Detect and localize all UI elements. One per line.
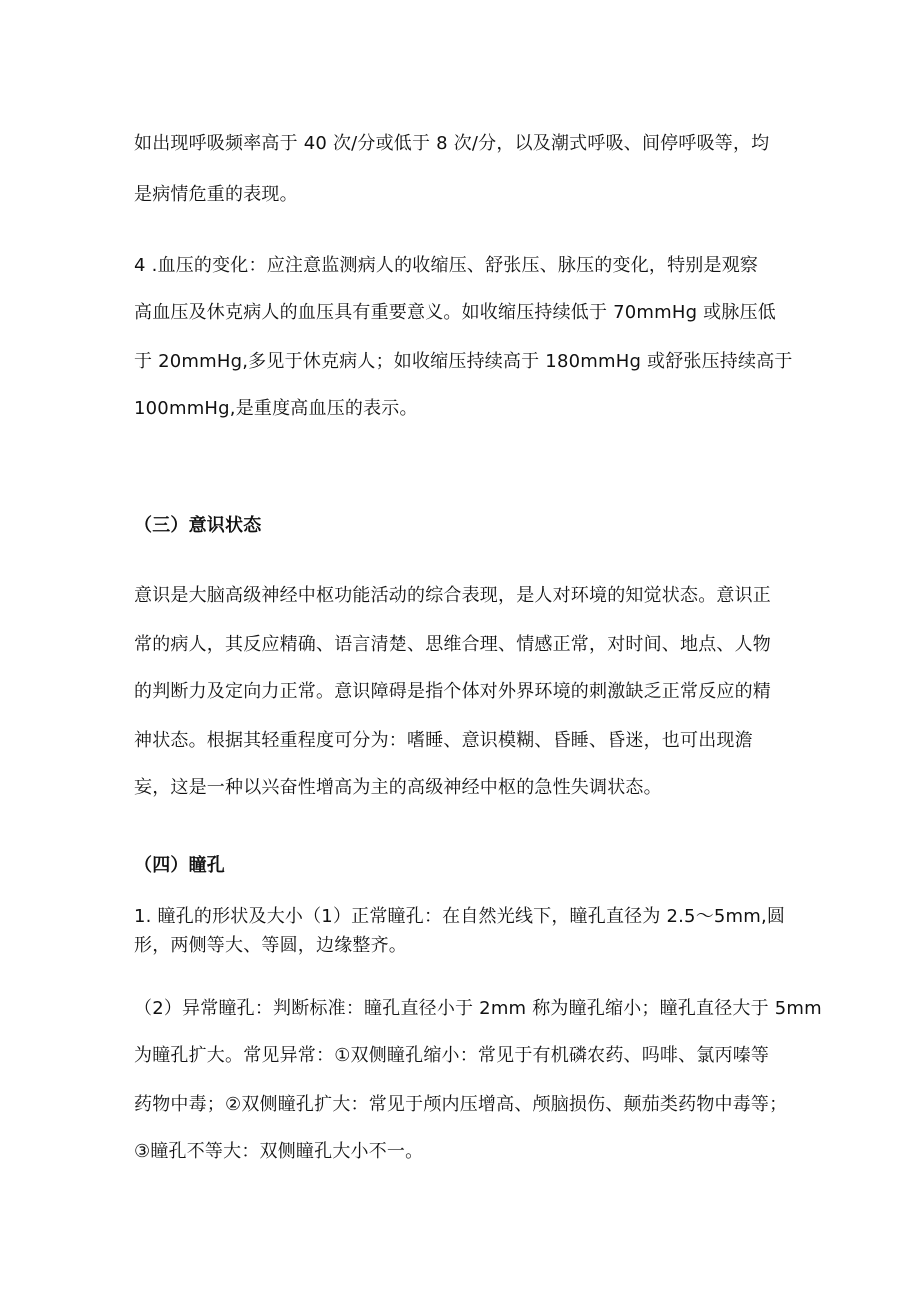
text-line: 于 20mmHg,多见于休克病人；如收缩压持续高于 180mmHg 或舒张压持续高于 xyxy=(134,351,793,372)
text-line: 高血压及休克病人的血压具有重要意义。如收缩压持续低于 70mmHg 或脉压低 xyxy=(134,302,776,323)
text-line: ③瞳孔不等大：双侧瞳孔大小不一。 xyxy=(134,1141,424,1162)
text-line: 是病情危重的表现。 xyxy=(134,184,298,205)
section-heading-consciousness: （三）意识状态 xyxy=(134,515,262,536)
text-line: 100mmHg,是重度高血压的表示。 xyxy=(134,398,418,419)
text-line: 1. 瞳孔的形状及大小（1）正常瞳孔：在自然光线下，瞳孔直径为 2.5～5mm,圆 xyxy=(134,906,786,927)
text-line: 常的病人，其反应精确、语言清楚、思维合理、情感正常，对时间、地点、人物 xyxy=(134,634,771,655)
section-heading-pupil: （四）瞳孔 xyxy=(134,855,225,876)
text-line: 如出现呼吸频率高于 40 次/分或低于 8 次/分，以及潮式呼吸、间停呼吸等，均 xyxy=(134,133,770,154)
text-line: 形，两侧等大、等圆，边缘整齐。 xyxy=(134,935,407,956)
text-line: 的判断力及定向力正常。意识障碍是指个体对外界环境的刺激缺乏正常反应的精 xyxy=(134,681,771,702)
text-line: （2）异常瞳孔：判断标准：瞳孔直径小于 2mm 称为瞳孔缩小；瞳孔直径大于 5mm xyxy=(134,998,822,1019)
text-line: 为瞳孔扩大。常见异常：①双侧瞳孔缩小：常见于有机磷农药、吗啡、氯丙嗪等 xyxy=(134,1045,770,1066)
text-line: 妄，这是一种以兴奋性增高为主的高级神经中枢的急性失调状态。 xyxy=(134,777,662,798)
text-line: 神状态。根据其轻重程度可分为：嗜睡、意识模糊、昏睡、昏迷，也可出现澹 xyxy=(134,730,753,751)
text-line: 意识是大脑高级神经中枢功能活动的综合表现，是人对环境的知觉状态。意识正 xyxy=(134,585,771,606)
text-line: 药物中毒；②双侧瞳孔扩大：常见于颅内压增高、颅脑损伤、颠茄类药物中毒等； xyxy=(134,1094,788,1115)
text-line: 4 .血压的变化：应注意监测病人的收缩压、舒张压、脉压的变化，特别是观察 xyxy=(134,255,759,276)
